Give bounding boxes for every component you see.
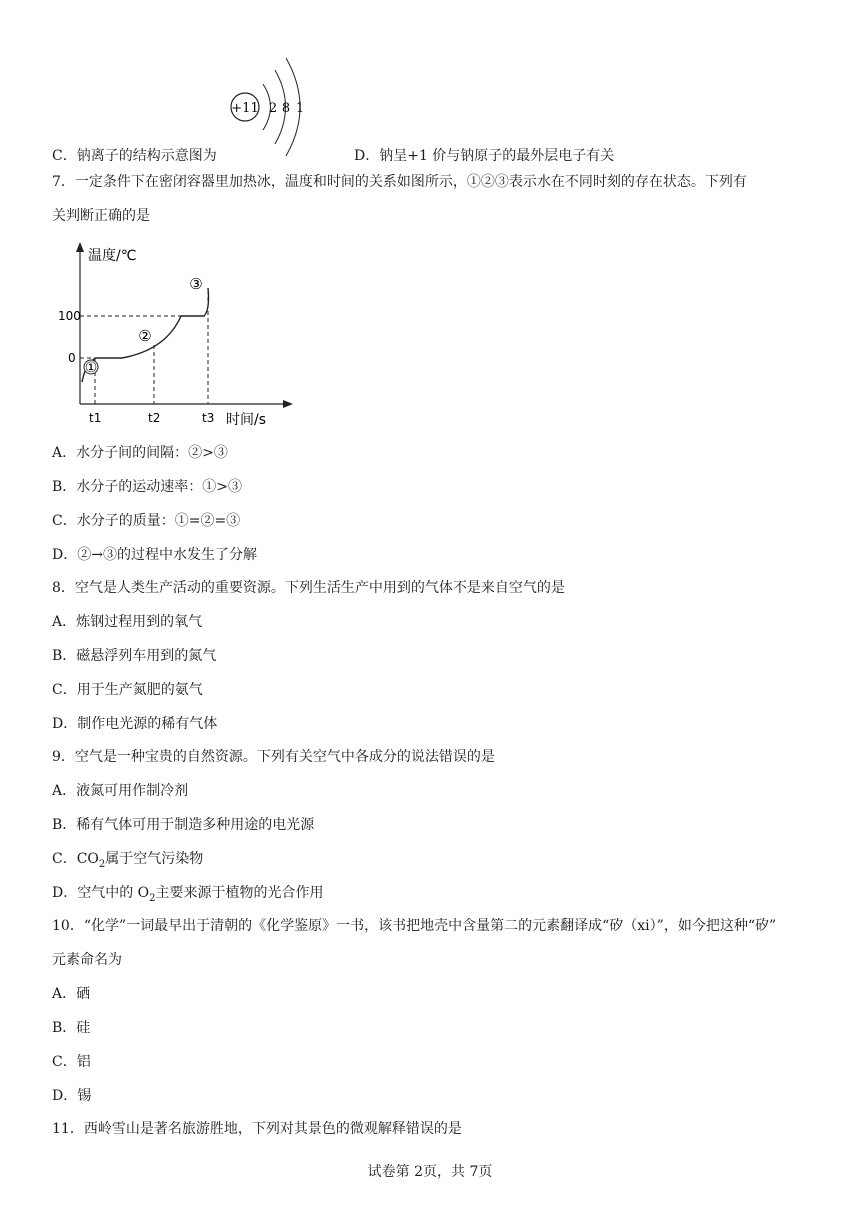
q10-option-b: B．硅 (52, 1020, 91, 1036)
shell-electrons-2: 8 (281, 101, 291, 116)
shell-electrons-1: 2 (268, 101, 278, 116)
q7-stem-line2: 关判断正确的是 (52, 208, 150, 224)
y-tick-0: 0 (68, 351, 76, 365)
y-tick-100: 100 (58, 309, 81, 323)
q8-option-b: B．磁悬浮列车用到的氮气 (52, 648, 217, 664)
shell-electrons-3: 1 (295, 101, 305, 116)
q8-option-d: D．制作电光源的稀有气体 (52, 716, 218, 732)
q8-stem: 8．空气是人类生产活动的重要资源。下列生活生产中用到的气体不是来自空气的是 (52, 580, 565, 596)
q9-option-c: C．$CO_2$属于空气污染物 (52, 851, 204, 870)
q7-option-a: A．水分子间的间隔：②>③ (52, 445, 228, 461)
y-axis-label: 温度/℃ (88, 248, 137, 264)
q9-option-a: A．液氮可用作制冷剂 (52, 783, 189, 799)
q9-option-d: D．空气中的 $O_2$主要来源于植物的光合作用 (52, 885, 324, 904)
q9-stem: 9．空气是一种宝贵的自然资源。下列有关空气中各成分的说法错误的是 (52, 749, 495, 765)
q10-option-a: A．硒 (52, 986, 91, 1002)
q9-option-b: B．稀有气体可用于制造多种用途的电光源 (52, 817, 315, 833)
q7-stem-line1: 7．一定条件下在密闭容器里加热冰，温度和时间的关系如图所示，①②③表示水在不同时刻的存在状态。下列有 (52, 174, 747, 190)
sodium-atom-diagram (228, 56, 318, 160)
q10-option-d: D．锡 (52, 1088, 92, 1104)
nucleus-charge: +11 (231, 101, 259, 116)
q8-option-a: A．炼钢过程用到的氧气 (52, 614, 203, 630)
temperature-time-chart (56, 240, 306, 430)
q6-option-d: D．钠呈+1 价与钠原子的最外层电子有关 (354, 148, 615, 164)
x-axis-arrow (283, 400, 293, 408)
x-tick-t1: t1 (89, 411, 102, 425)
point-2-label: ② (138, 327, 152, 345)
page-footer: 试卷第 2页，共 7页 (367, 1164, 493, 1180)
q11-stem: 11．西岭雪山是著名旅游胜地，下列对其景色的微观解释错误的是 (52, 1121, 462, 1137)
x-axis-label: 时间/s (226, 412, 267, 428)
q7-option-b: B．水分子的运动速率：①>③ (52, 479, 243, 495)
q7-option-c: C．水分子的质量：①=②=③ (52, 513, 241, 529)
q10-stem-line1: 10．“化学”一词最早出于清朝的《化学鉴原》一书，该书把地壳中含量第二的元素翻译成“矽（xi）”，如今把这种“矽” (52, 918, 777, 934)
q8-option-c: C．用于生产氮肥的氨气 (52, 682, 203, 698)
q7-option-d: D．②→③的过程中水发生了分解 (52, 547, 257, 563)
q6-option-c: C．钠离子的结构示意图为 (52, 148, 217, 164)
x-tick-t3: t3 (202, 411, 215, 425)
q10-option-c: C．铝 (52, 1054, 91, 1070)
x-tick-t2: t2 (148, 411, 161, 425)
point-1-label: ① (84, 360, 98, 376)
y-axis-arrow (76, 242, 84, 252)
q10-stem-line2: 元素命名为 (52, 952, 122, 968)
point-3-label: ③ (189, 275, 203, 293)
